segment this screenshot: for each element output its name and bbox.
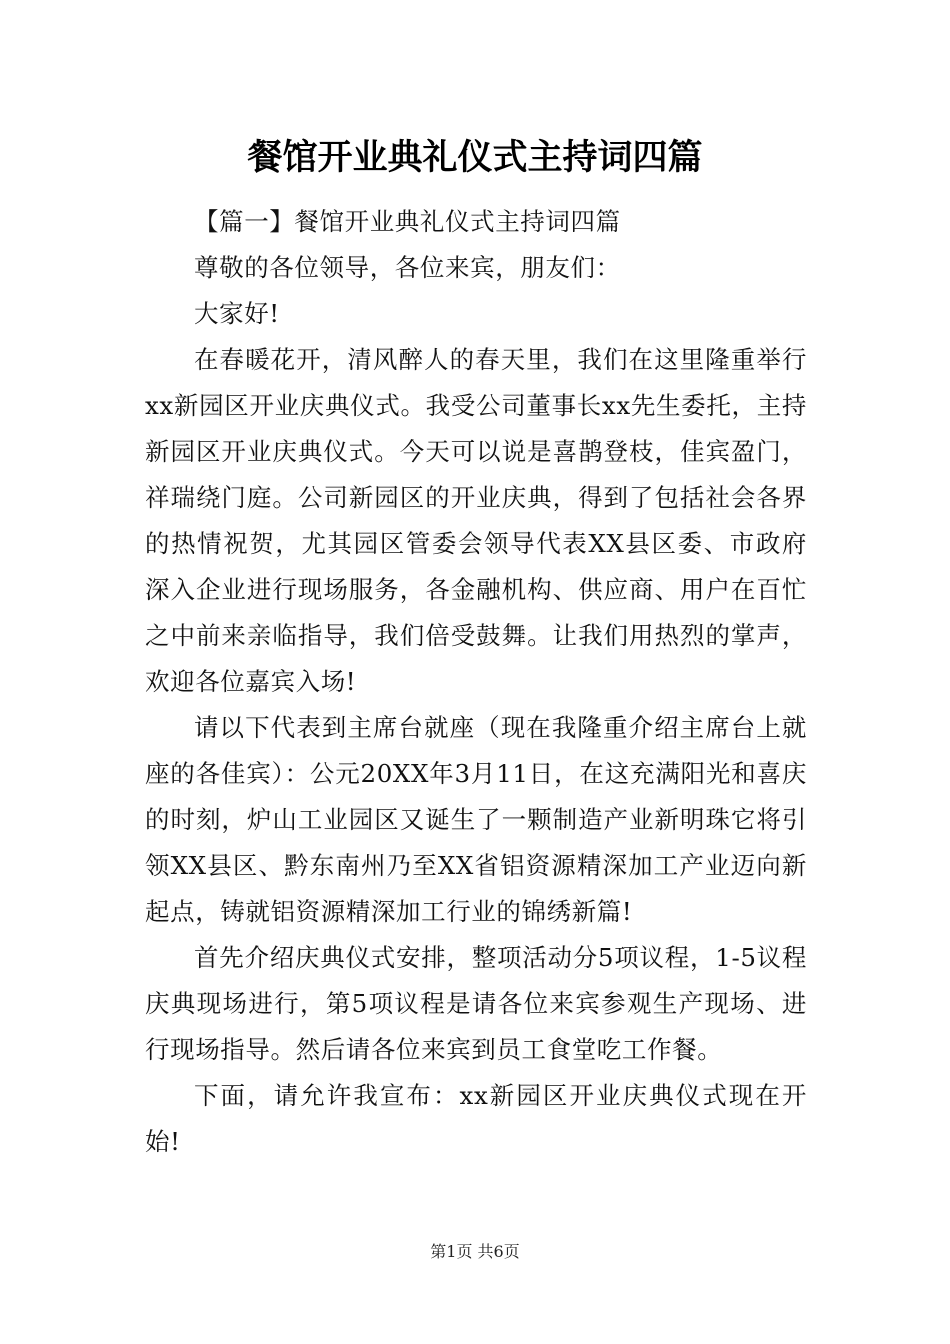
opening-paragraph: 在春暖花开，清风醉人的春天里，我们在这里隆重举行xx新园区开业庆典仪式。我受公司董事长xx先生委托，主持新园区开业庆典仪式。今天可以说是喜鹊登枝，佳宾盈门，祥瑞绕门庭。公司新园区的开业庆典，得到了包括社会各界的热情祝贺，尤其园区管委会领导代表XX县区委、市政府深入企业进行现场服务，各金融机构、供应商、用户在百忙之中前来亲临指导，我们倍受鼓舞。让我们用热烈的掌声，欢迎各位嘉宾入场! <box>145 345 807 696</box>
page-title: 餐馆开业典礼仪式主持词四篇 <box>247 137 703 178</box>
guests-paragraph: 请以下代表到主席台就座（现在我隆重介绍主席台上就座的各佳宾）：公元20XX年3月11日，在这充满阳光和喜庆的时刻，炉山工业园区又诞生了一颗制造产业新明珠它将引领XX县区、黔东南州乃至XX省铝资源精深加工产业迈向新起点，铸就铝资源精深加工行业的锦绣新篇! <box>145 713 807 926</box>
salutation-paragraph: 尊敬的各位领导，各位来宾，朋友们： <box>194 253 621 282</box>
greeting-paragraph: 大家好! <box>194 299 280 328</box>
announcement-paragraph: 下面，请允许我宣布：xx新园区开业庆典仪式现在开始! <box>145 1081 807 1156</box>
section-heading: 【篇一】餐馆开业典礼仪式主持词四篇 <box>194 207 621 236</box>
page-footer: 第1页 共6页 <box>430 1242 520 1261</box>
agenda-paragraph: 首先介绍庆典仪式安排，整项活动分5项议程，1-5议程庆典现场进行，第5项议程是请各位来宾参观生产现场、进行现场指导。然后请各位来宾到员工食堂吃工作餐。 <box>145 943 807 1064</box>
document-body <box>145 199 807 1165</box>
